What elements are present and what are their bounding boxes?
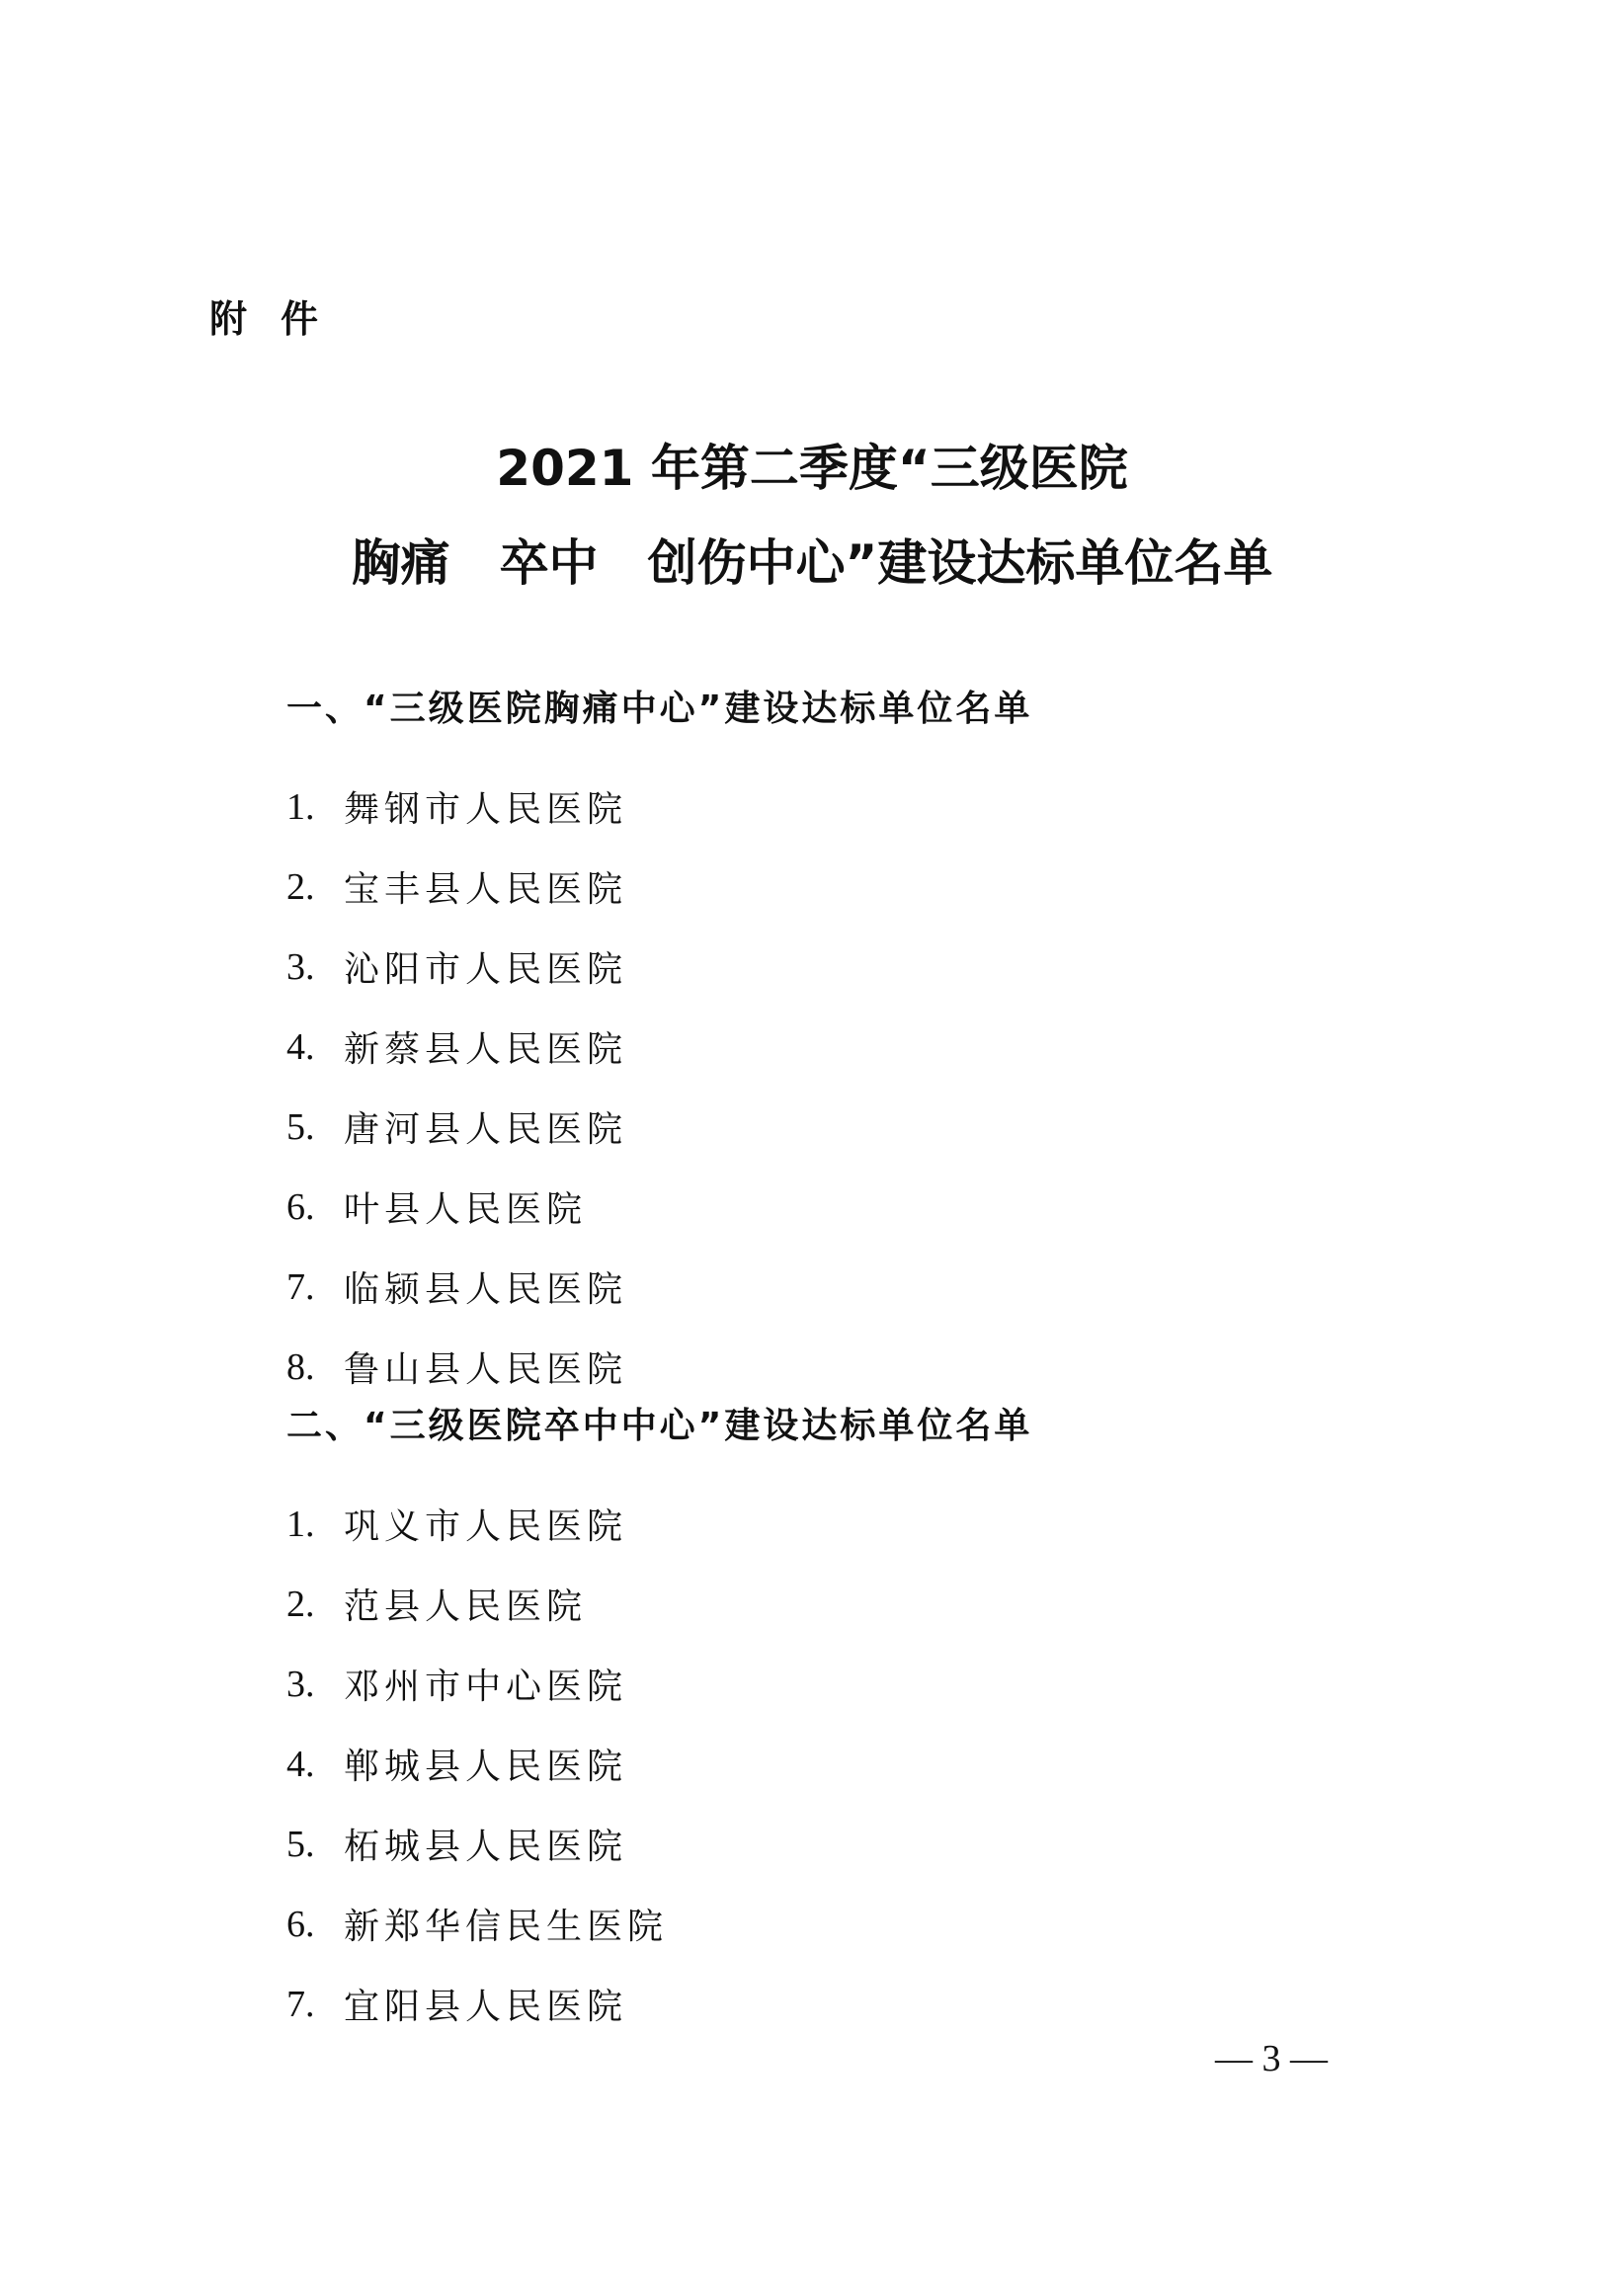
hospital-name: 郸城县人民医院 — [344, 1747, 628, 1787]
item-number: 7. — [286, 1983, 315, 2025]
item-number: 6. — [286, 1185, 315, 1228]
list-item — [286, 1964, 668, 2044]
document-title-line-1: 2021 年第二季度“三级医院 — [496, 440, 1128, 497]
page-number: — 3 — — [1215, 2038, 1328, 2079]
item-number: 3. — [286, 1663, 315, 1705]
list-item — [286, 1087, 627, 1167]
list-item — [286, 767, 627, 847]
document-title-line-2: 胸痛 卒中 创伤中心”建设达标单位名单 — [351, 534, 1273, 592]
item-number: 6. — [286, 1903, 315, 1945]
list-item — [286, 1644, 668, 1724]
item-number: 3. — [286, 945, 315, 988]
stroke-center-list — [286, 1484, 668, 2044]
hospital-name: 宜阳县人民医院 — [344, 1987, 628, 2027]
list-item — [286, 1007, 627, 1087]
hospital-name: 沁阳市人民医院 — [344, 949, 628, 990]
item-number: 4. — [286, 1743, 315, 1785]
item-number: 5. — [286, 1105, 315, 1148]
hospital-name: 新郑华信民生医院 — [344, 1907, 669, 1947]
item-number: 5. — [286, 1823, 315, 1865]
item-number: 1. — [286, 785, 315, 828]
hospital-name: 巩义市人民医院 — [344, 1506, 628, 1547]
hospital-name: 新蔡县人民医院 — [344, 1029, 628, 1070]
hospital-name: 唐河县人民医院 — [344, 1109, 628, 1150]
list-item — [286, 847, 627, 927]
list-item — [286, 1327, 627, 1407]
list-item — [286, 1724, 668, 1804]
hospital-name: 范县人民医院 — [344, 1586, 588, 1627]
item-number: 7. — [286, 1265, 315, 1308]
hospital-name: 宝丰县人民医院 — [344, 869, 628, 910]
list-item — [286, 927, 627, 1007]
list-item — [286, 1564, 668, 1644]
item-number: 2. — [286, 865, 315, 908]
list-item — [286, 1167, 627, 1247]
section-heading-chest-pain-center: 一、“三级医院胸痛中心”建设达标单位名单 — [286, 689, 1033, 729]
hospital-name: 邓州市中心医院 — [344, 1667, 628, 1707]
item-number: 2. — [286, 1583, 315, 1625]
item-number: 1. — [286, 1503, 315, 1545]
section-heading-stroke-center: 二、“三级医院卒中中心”建设达标单位名单 — [286, 1406, 1033, 1446]
list-item — [286, 1247, 627, 1327]
item-number: 4. — [286, 1025, 315, 1068]
list-item — [286, 1484, 668, 1564]
attachment-label: 附件 — [209, 297, 353, 341]
list-item — [286, 1804, 668, 1884]
hospital-name: 鲁山县人民医院 — [344, 1349, 628, 1390]
item-number: 8. — [286, 1345, 315, 1388]
hospital-name: 临颍县人民医院 — [344, 1269, 628, 1310]
hospital-name: 叶县人民医院 — [344, 1189, 588, 1230]
list-item — [286, 1884, 668, 1964]
hospital-name: 柘城县人民医院 — [344, 1827, 628, 1867]
chest-pain-center-list — [286, 767, 627, 1407]
hospital-name: 舞钢市人民医院 — [344, 789, 628, 830]
